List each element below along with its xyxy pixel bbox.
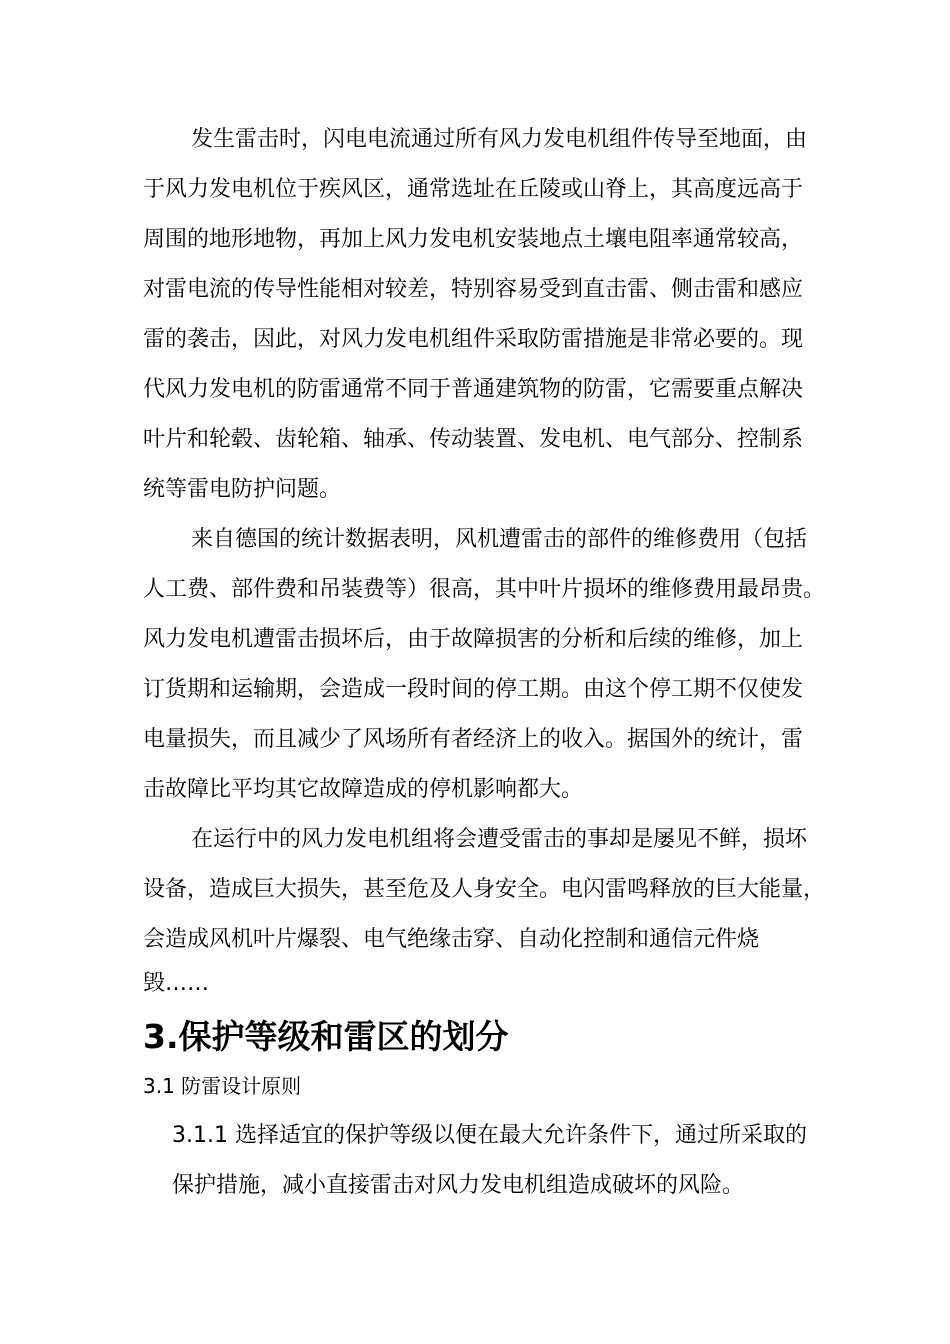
subsection-heading: 3.1 防雷设计原则 <box>143 1074 302 1098</box>
paragraph-line: 统等雷电防护问题。 <box>143 477 342 502</box>
paragraph-line: 人工费、部件费和吊装费等）很高，其中叶片损坏的维修费用最昂贵。 <box>143 577 826 602</box>
paragraph-line: 会造成风机叶片爆裂、电气绝缘击穿、自动化控制和通信元件烧 <box>143 927 760 952</box>
paragraph-line: 来自德国的统计数据表明，风机遭雷击的部件的维修费用（包括 <box>191 527 808 552</box>
section-heading: 3.保护等级和雷区的划分 <box>143 1017 509 1056</box>
paragraph-line: 设备，造成巨大损失，甚至危及人身安全。电闪雷鸣释放的巨大能量， <box>143 877 826 902</box>
paragraph-line: 雷的袭击，因此，对风力发电机组件采取防雷措施是非常必要的。现 <box>143 327 804 352</box>
paragraph-line: 叶片和轮毂、齿轮箱、轴承、传动装置、发电机、电气部分、控制系 <box>143 427 804 452</box>
paragraph-line: 周围的地形地物，再加上风力发电机安装地点土壤电阻率通常较高， <box>143 227 804 252</box>
item-line: 保护措施，减小直接雷击对风力发电机组造成破坏的风险。 <box>172 1173 745 1198</box>
paragraph-line: 在运行中的风力发电机组将会遭受雷击的事却是屡见不鲜，损坏 <box>191 827 808 852</box>
paragraph-line: 击故障比平均其它故障造成的停机影响都大。 <box>143 777 584 802</box>
paragraph-line: 代风力发电机的防雷通常不同于普通建筑物的防雷，它需要重点解决 <box>143 377 804 402</box>
paragraph-line: 风力发电机遭雷击损坏后，由于故障损害的分析和后续的维修，加上 <box>143 627 804 652</box>
paragraph-line: 于风力发电机位于疾风区，通常选址在丘陵或山脊上，其高度远高于 <box>143 177 804 202</box>
paragraph-line: 电量损失，而且减少了风场所有者经济上的收入。据国外的统计，雷 <box>143 727 804 752</box>
paragraph-line: 发生雷击时，闪电电流通过所有风力发电机组件传导至地面，由 <box>191 127 808 152</box>
item-line: 3.1.1 选择适宜的保护等级以便在最大允许条件下，通过所采取的 <box>172 1123 807 1148</box>
paragraph-line: 毁…… <box>143 971 210 996</box>
paragraph-line: 订货期和运输期，会造成一段时间的停工期。由这个停工期不仅使发 <box>143 677 804 702</box>
paragraph-line: 对雷电流的传导性能相对较差，特别容易受到直击雷、侧击雷和感应 <box>143 277 804 302</box>
